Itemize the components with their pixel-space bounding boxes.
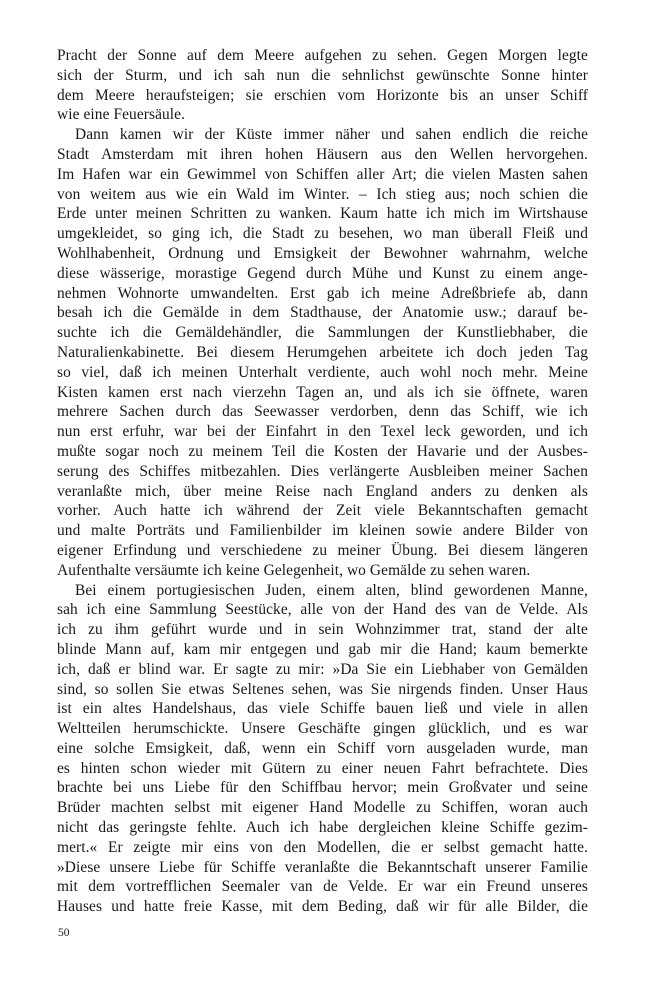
text-line: es hinten schon wieder mit Gütern zu einer neuen Fahrt befrachtete. Dies — [57, 759, 588, 777]
text-line: Stadt Amsterdam mit ihren hohen Häusern aus den Wellen hervorgehen. — [57, 145, 588, 163]
text-line: besah ich die Gemälde in dem Stadthause, der Anatomie usw.; darauf be- — [57, 304, 588, 322]
text-line: so viel, daß ich meinen Unterhalt verdiente, auch wohl noch mehr. Meine — [57, 363, 588, 381]
text-line: ich zu ihm geführt wurde und in sein Wohnzimmer trat, stand der alte — [57, 621, 588, 639]
text-line: Pracht der Sonne auf dem Meere aufgehen zu sehen. Gegen Morgen legte — [57, 47, 588, 64]
text-line: mert.« Er zeigte mir eins von den Modellen, die er selbst gemacht hatte. — [57, 838, 588, 856]
text-line: Im Hafen war ein Gewimmel von Schiffen aller Art; die vielen Masten sahen — [57, 165, 588, 183]
text-line: Bei einem portugiesischen Juden, einem alten, blind gewordenen Manne, — [75, 581, 588, 599]
text-line: Naturalienkabinette. Bei diesem Herumgehen arbeitete ich doch jeden Tag — [57, 343, 588, 361]
text-line: Dann kamen wir der Küste immer näher und sahen endlich die reiche — [75, 126, 588, 144]
text-line: nehmen Wohnorte umwandelten. Erst gab ich meine Adreßbriefe ab, dann — [57, 284, 588, 302]
text-line: mit dem vortrefflichen Seemaler van de Velde. Er war ein Freund unseres — [57, 878, 588, 896]
text-line: blinde Mann auf, kam mir entgegen und gab mir die Hand; kaum bemerkte — [57, 640, 588, 658]
text-line: brachte bei uns Liebe für den Schiffbau hervor; mein Großvater und seine — [57, 779, 588, 797]
text-line: Erde unter meinen Schritten zu wanken. Kaum hatte ich mich im Wirtshause — [57, 205, 588, 223]
text-line: eigener Erfindung und verschiedene zu meiner Übung. Bei diesem längeren — [57, 541, 588, 559]
text-line: mußte sogar noch zu meinem Teil die Kosten der Havarie und der Ausbes- — [57, 442, 588, 460]
text-line: Kisten kamen erst nach vierzehn Tagen an, und als ich sie öffnete, waren — [57, 383, 588, 401]
text-line: Weltteilen herumschickte. Unsere Geschäfte gingen glücklich, und es war — [57, 720, 588, 738]
text-line: ich, daß er blind war. Er sagte zu mir: »Da Sie ein Liebhaber von Gemälden — [57, 660, 588, 678]
text-line: »Diese unsere Liebe für Schiffe veranlaßte die Bekanntschaft unserer Familie — [57, 858, 588, 876]
paragraph — [57, 125, 588, 580]
text-line: Brüder machten selbst mit eigener Hand Modelle zu Schiffen, woran auch — [57, 799, 588, 817]
paragraph — [57, 46, 588, 125]
text-line: nun erst erfuhr, war bei der Einfahrt in den Texel leck geworden, und ich — [57, 423, 588, 441]
text-line: nicht das geringste fehlte. Auch ich habe dergleichen kleine Schiffe gezim- — [57, 819, 588, 837]
text-line: Wohlhabenheit, Ordnung und Emsigkeit der Bewohner wahrnahm, welche — [57, 244, 588, 262]
text-line: eine solche Emsigkeit, daß, wenn ein Schiff vorn ausgeladen wurde, man — [57, 739, 588, 757]
text-line: diese wässerige, morastige Gegend durch Mühe und Kunst zu einem ange- — [57, 264, 588, 282]
text-line: serung des Schiffes mitbezahlen. Dies verlängerte Ausbleiben meiner Sachen — [57, 462, 588, 480]
text-line: von weitem aus wie ein Wald im Winter. – Ich stieg aus; noch schien die — [57, 185, 588, 203]
text-line: dem Meere heraufsteigen; sie erschien vom Horizonte bis an unser Schiff — [57, 86, 588, 104]
page-number: 50 — [58, 927, 70, 939]
text-line: umgekleidet, so ging ich, die Stadt zu besehen, wo man überall Fleiß und — [57, 225, 588, 243]
text-line: Aufenthalte versäumte ich keine Gelegenheit, wo Gemälde zu sehen waren. — [57, 561, 531, 579]
text-line: und malte Porträts und Familienbilder im kleinen sowie andere Bilder von — [57, 522, 588, 540]
text-line: Hauses und hatte freie Kasse, mit dem Beding, daß wir für alle Bilder, die — [57, 898, 588, 916]
text-line: suchte ich die Gemäldehändler, die Sammlungen der Kunstliebhaber, die — [57, 324, 588, 342]
text-line: veranlaßte mich, über meine Reise nach England anders zu denken als — [57, 482, 588, 500]
text-line: sind, so sollen Sie etwas Seltenes sehen, was Sie nirgends finden. Unser Haus — [57, 680, 588, 698]
text-line: mehrere Sachen durch das Seewasser verdorben, denn das Schiff, wie ich — [57, 403, 588, 421]
text-line: vorher. Auch hatte ich während der Zeit viele Bekanntschaften gemacht — [57, 502, 588, 520]
paragraph — [57, 581, 588, 918]
text-line: ist ein altes Handelshaus, das viele Schiffe bauen ließ und viele in allen — [57, 700, 588, 718]
text-line: sah ich eine Sammlung Seestücke, alle von der Hand des van de Velde. Als — [57, 601, 588, 619]
text-block — [57, 46, 588, 917]
text-line: wie eine Feuersäule. — [57, 106, 186, 124]
text-line: sich der Sturm, und ich sah nun die sehnlichst gewünschte Sonne hinter — [57, 66, 588, 84]
